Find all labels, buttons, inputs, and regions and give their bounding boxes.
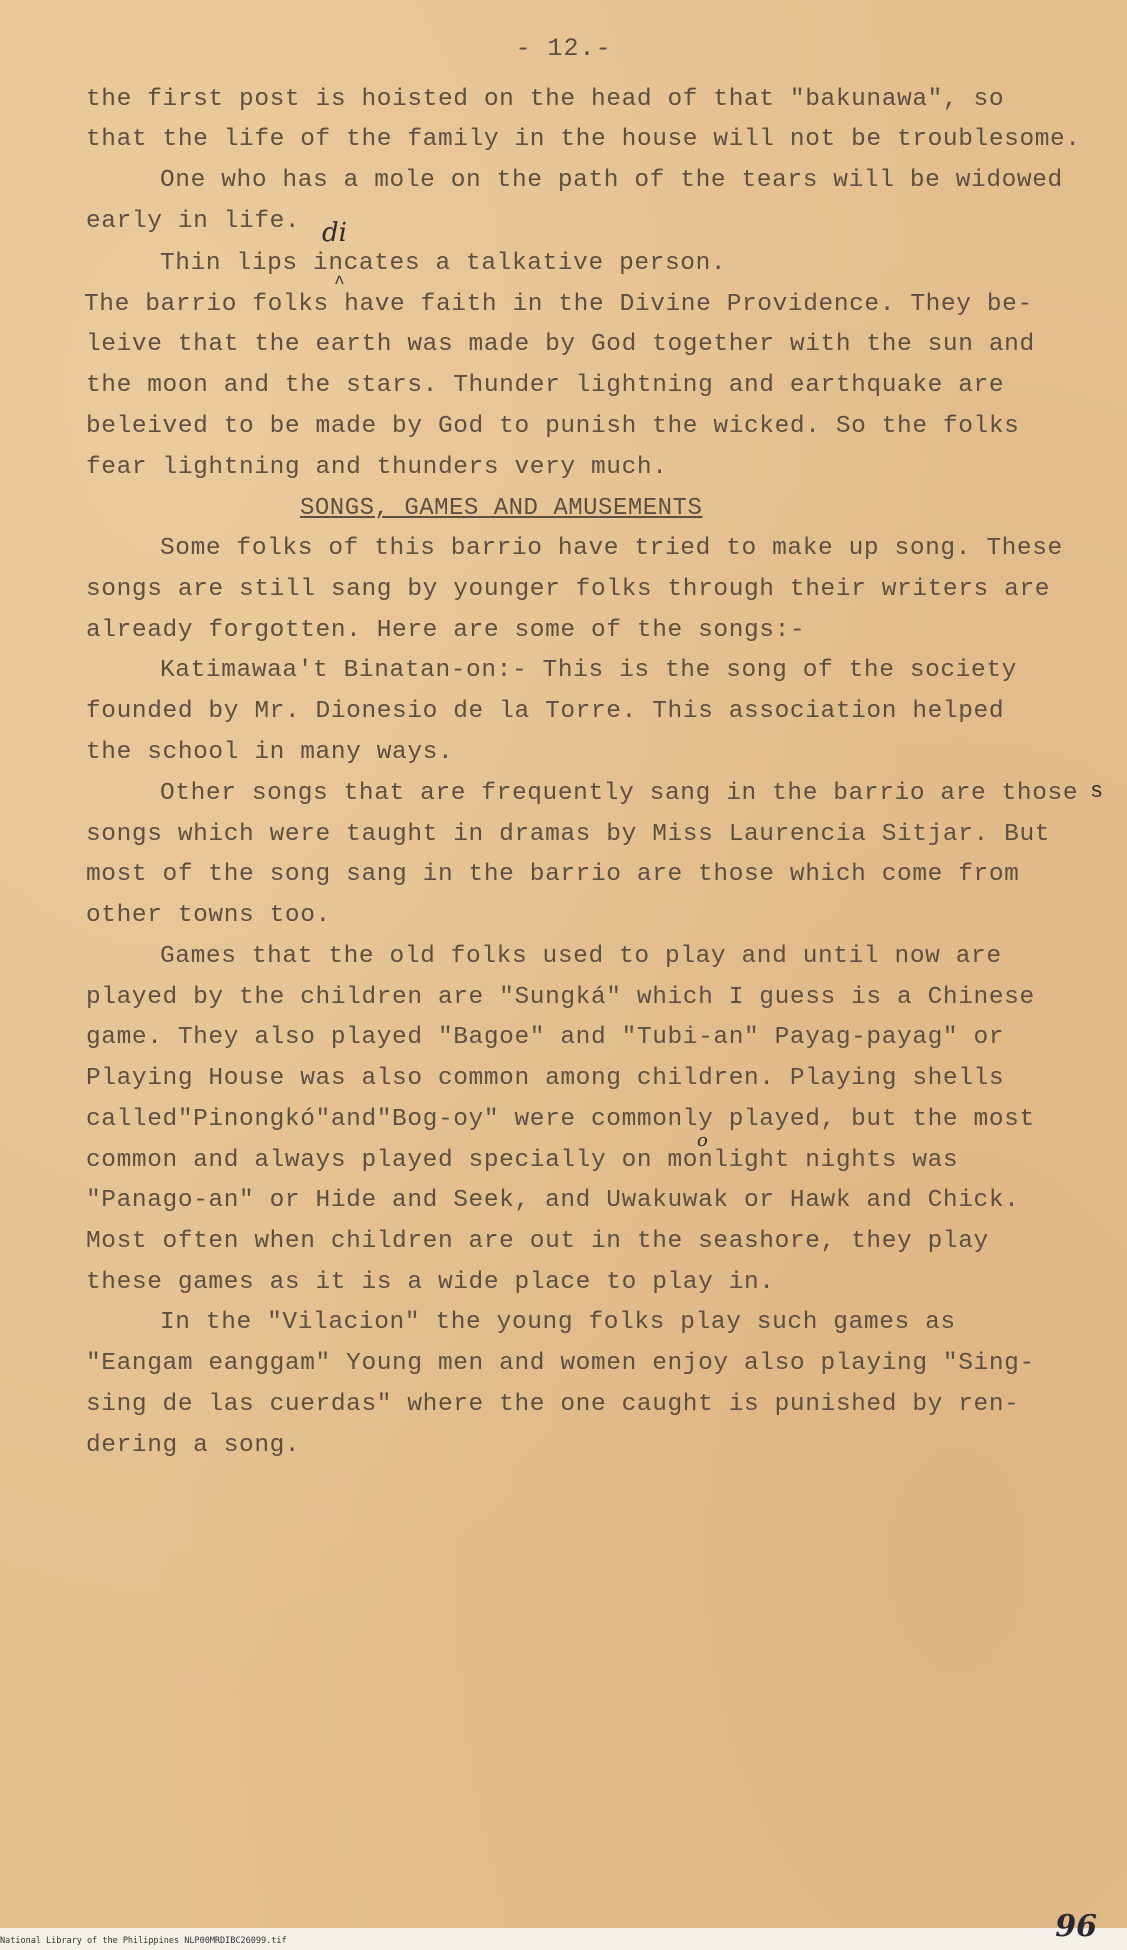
text-line-15: founded by Mr. Dionesio de la Torre. This association helped (86, 698, 1005, 725)
text-line-6: The barrio folks have faith in the Divine Providence. They be- (84, 291, 1033, 318)
text-line-5: Thin lips incates a talkative person. (160, 250, 727, 277)
text-line-16: the school in many ways. (86, 739, 454, 766)
text-line-18: songs which were taught in dramas by Miss Laurencia Sitjar. But (86, 821, 1051, 848)
section-heading: SONGS, GAMES AND AMUSEMENTS (300, 495, 703, 522)
text-line-4: early in life. (86, 208, 301, 235)
text-line-8: the moon and the stars. Thunder lightning and earthquake are (86, 372, 1005, 399)
page-number: - 12.- (515, 34, 612, 63)
text-line-21: Games that the old folks used to play and until now are (160, 943, 1002, 970)
text-line-11: Some folks of this barrio have tried to make up song. These (160, 535, 1063, 562)
text-line-22: played by the children are "Sungká" which I guess is a Chinese (86, 984, 1035, 1011)
folio-number: 96 (1055, 1909, 1097, 1944)
text-line-7: leive that the earth was made by God together with the sun and (86, 331, 1035, 358)
text-line-13: already forgotten. Here are some of the songs:- (86, 617, 806, 644)
text-line-32: sing de las cuerdas" where the one caught is punished by ren- (86, 1391, 1020, 1418)
text-line-19: most of the song sang in the barrio are those which come from (86, 861, 1020, 888)
text-line-25: called"Pinongkó"and"Bog-oy" were commonly played, but the most (86, 1106, 1035, 1133)
text-line-1: the first post is hoisted on the head of that "bakunawa", so (86, 86, 1005, 113)
margin-mark: s (1090, 779, 1104, 804)
scan-footer: National Library of the Philippines NLP00MRDIBC26099.tif (0, 1936, 287, 1946)
text-line-14: Katimawaa't Binatan-on:- This is the song of the society (160, 657, 1017, 684)
text-line-17: Other songs that are frequently sang in the barrio are those (160, 780, 1079, 807)
text-line-9: beleived to be made by God to punish the wicked. So the folks (86, 413, 1020, 440)
insert-caret: ^ (334, 274, 345, 294)
text-line-24: Playing House was also common among children. Playing shells (86, 1065, 1005, 1092)
text-line-26: common and always played specially on monlight nights was (86, 1147, 959, 1174)
text-line-29: these games as it is a wide place to play in. (86, 1269, 775, 1296)
text-line-27: "Panago-an" or Hide and Seek, and Uwakuwak or Hawk and Chick. (86, 1187, 1020, 1214)
text-line-33: dering a song. (86, 1432, 301, 1459)
text-line-20: other towns too. (86, 902, 331, 929)
text-line-10: fear lightning and thunders very much. (86, 454, 668, 481)
handwritten-insert: di (322, 218, 347, 248)
text-line-28: Most often when children are out in the seashore, they play (86, 1228, 989, 1255)
text-line-30: In the "Vilacion" the young folks play such games as (160, 1309, 956, 1336)
text-line-23: game. They also played "Bagoe" and "Tubi-an" Payag-payag" or (86, 1024, 1005, 1051)
text-line-12: songs are still sang by younger folks through their writers are (86, 576, 1051, 603)
text-line-3: One who has a mole on the path of the tears will be widowed (160, 167, 1063, 194)
text-line-31: "Eangam eanggam" Young men and women enjoy also playing "Sing- (86, 1350, 1035, 1377)
text-line-2: that the life of the family in the house will not be troublesome. (86, 126, 1081, 153)
moonlight-insert: o (697, 1130, 708, 1151)
